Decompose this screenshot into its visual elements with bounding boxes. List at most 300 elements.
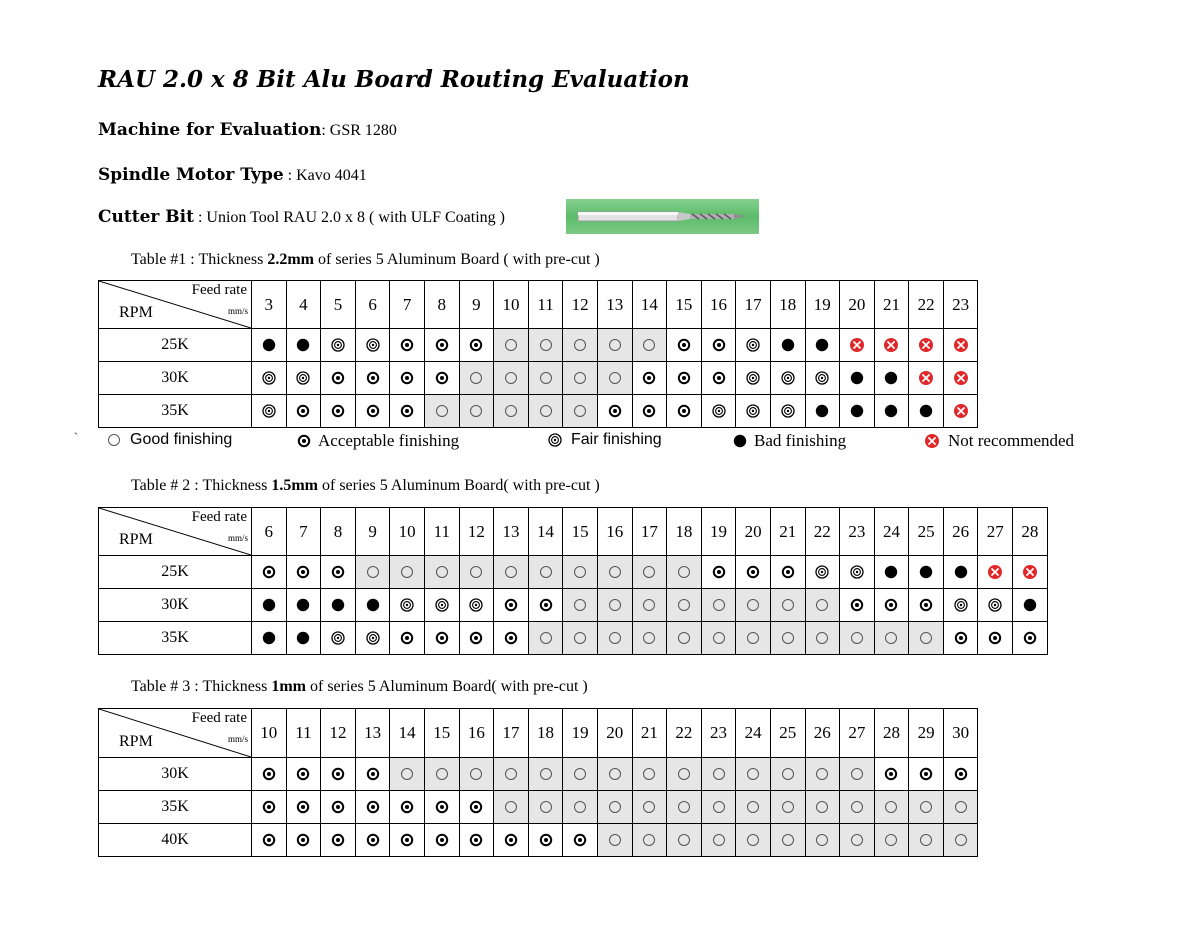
fair-finish-icon	[745, 337, 761, 353]
result-cell	[424, 556, 459, 589]
feed-rate-label: Feed rate	[191, 282, 247, 298]
feed-rate-header: 10	[390, 508, 425, 556]
good-finish-icon	[538, 337, 554, 353]
result-cell	[840, 395, 875, 428]
good-finish-icon	[849, 766, 865, 782]
feed-rate-header: 16	[597, 508, 632, 556]
result-cell	[321, 362, 356, 395]
acceptable-finish-icon	[330, 766, 346, 782]
result-cell	[424, 589, 459, 622]
feed-rate-header: 15	[667, 281, 702, 329]
result-cell	[528, 589, 563, 622]
acceptable-finish-icon	[295, 564, 311, 580]
result-cell	[286, 758, 321, 791]
result-cell	[355, 362, 390, 395]
result-cell	[390, 758, 425, 791]
fair-finish-icon	[711, 403, 727, 419]
good-finish-icon	[503, 799, 519, 815]
result-cell	[252, 791, 287, 824]
result-cell	[459, 758, 494, 791]
good-finish-icon	[780, 832, 796, 848]
result-cell	[909, 791, 944, 824]
result-cell	[563, 395, 598, 428]
result-cell	[390, 622, 425, 655]
good-finish-icon	[641, 766, 657, 782]
feed-rate-header: 12	[563, 281, 598, 329]
feed-rate-header: 28	[874, 709, 909, 758]
result-cell	[459, 791, 494, 824]
bad-finish-icon	[261, 630, 277, 646]
result-cell	[701, 589, 736, 622]
result-cell	[424, 824, 459, 857]
feed-rate-header: 24	[736, 709, 771, 758]
result-cell	[286, 556, 321, 589]
good-finish-icon	[641, 597, 657, 613]
feed-rate-header: 9	[459, 281, 494, 329]
result-cell	[563, 758, 598, 791]
bad-finish-icon	[814, 337, 830, 353]
table-row	[99, 824, 978, 857]
bad-finish-icon	[849, 370, 865, 386]
legend-fair-label: Fair finishing	[571, 431, 662, 448]
feed-rate-header: 21	[632, 709, 667, 758]
good-finish-icon	[814, 597, 830, 613]
result-cell	[770, 395, 805, 428]
good-finish-icon	[572, 337, 588, 353]
result-cell	[874, 791, 909, 824]
bad-finish-icon	[918, 564, 934, 580]
bad-finish-icon	[883, 564, 899, 580]
result-cell	[840, 622, 875, 655]
good-finish-icon	[918, 630, 934, 646]
acceptable-finish-icon	[780, 564, 796, 580]
feed-rate-header: 14	[632, 281, 667, 329]
fair-finish-icon	[330, 337, 346, 353]
acceptable-finish-icon	[434, 630, 450, 646]
result-cell	[528, 758, 563, 791]
table-row	[99, 556, 1048, 589]
good-finish-icon	[953, 799, 969, 815]
table-row	[99, 362, 978, 395]
acceptable-finish-icon	[711, 337, 727, 353]
good-finish-icon	[434, 403, 450, 419]
feed-rate-header: 22	[667, 709, 702, 758]
feed-rate-header: 21	[770, 508, 805, 556]
feed-rate-header: 17	[494, 709, 529, 758]
acceptable-finish-icon	[468, 337, 484, 353]
result-cell	[736, 395, 771, 428]
good-finish-icon	[780, 799, 796, 815]
good-finish-icon	[607, 630, 623, 646]
feed-rate-header: 19	[563, 709, 598, 758]
result-cell	[840, 589, 875, 622]
fair-finish-icon	[849, 564, 865, 580]
result-cell	[840, 556, 875, 589]
feed-rate-header: 8	[321, 508, 356, 556]
feed-rate-header: 12	[459, 508, 494, 556]
result-cell	[736, 329, 771, 362]
cutter-value: : Union Tool RAU 2.0 x 8 ( with ULF Coating )	[193, 209, 505, 226]
bad-finish-icon	[780, 337, 796, 353]
good-finish-icon	[745, 597, 761, 613]
result-cell	[874, 556, 909, 589]
feed-rate-header: 23	[943, 281, 978, 329]
rpm-label: 35K	[99, 395, 252, 428]
result-cell	[874, 362, 909, 395]
result-cell	[459, 362, 494, 395]
corner-cell	[99, 508, 252, 556]
acceptable-finish-icon	[953, 766, 969, 782]
result-cell	[597, 589, 632, 622]
table2-caption	[131, 477, 600, 495]
good-finish-icon	[745, 630, 761, 646]
legend-good	[106, 431, 232, 449]
result-cell	[597, 362, 632, 395]
good-finish-icon	[641, 337, 657, 353]
result-cell	[736, 362, 771, 395]
result-cell	[424, 758, 459, 791]
acceptable-finish-icon	[641, 403, 657, 419]
feed-rate-header: 15	[424, 709, 459, 758]
good-finish-icon	[572, 630, 588, 646]
acceptable-finish-icon	[503, 832, 519, 848]
result-cell	[840, 362, 875, 395]
result-cell	[805, 791, 840, 824]
not-recommended-icon	[987, 564, 1003, 580]
good-finish-icon	[676, 832, 692, 848]
result-cell	[390, 329, 425, 362]
result-cell	[597, 824, 632, 857]
bad-finish-icon	[883, 370, 899, 386]
result-cell	[286, 589, 321, 622]
legend-bad-label: Bad finishing	[754, 431, 847, 450]
result-cell	[494, 362, 529, 395]
result-cell	[805, 589, 840, 622]
caption-thickness: 1.5mm	[271, 477, 318, 494]
result-cell	[632, 329, 667, 362]
acceptable-finish-icon	[711, 370, 727, 386]
good-finish-icon	[711, 630, 727, 646]
table-row	[99, 758, 978, 791]
acceptable-finish-icon	[572, 832, 588, 848]
not-recommended-icon	[1022, 564, 1038, 580]
good-finish-icon	[468, 403, 484, 419]
machine-label: Machine for Evaluation	[98, 120, 322, 140]
good-finish-icon	[641, 832, 657, 848]
result-cell	[597, 791, 632, 824]
good-finish-icon	[434, 766, 450, 782]
not-recommended-icon	[953, 337, 969, 353]
fair-finish-icon	[745, 403, 761, 419]
good-finish-icon	[918, 799, 934, 815]
acceptable-finish-icon	[365, 403, 381, 419]
acceptable-finish-icon	[953, 630, 969, 646]
feed-rate-header: 19	[805, 281, 840, 329]
result-cell	[978, 556, 1013, 589]
result-cell	[909, 362, 944, 395]
result-cell	[770, 589, 805, 622]
good-finish-icon	[780, 597, 796, 613]
acceptable-finish-icon	[330, 403, 346, 419]
acceptable-finish-icon	[399, 630, 415, 646]
result-cell	[632, 395, 667, 428]
result-cell	[770, 556, 805, 589]
result-cell	[563, 556, 598, 589]
bad-finish-icon	[295, 337, 311, 353]
acceptable-finish-icon	[261, 766, 277, 782]
good-finish-icon	[538, 799, 554, 815]
good-finish-icon	[883, 630, 899, 646]
result-cell	[667, 589, 702, 622]
feed-rate-header: 14	[528, 508, 563, 556]
legend-not-recommended-label: Not recommended	[948, 431, 1075, 450]
bad-finish-icon	[849, 403, 865, 419]
result-cell	[252, 556, 287, 589]
result-cell	[252, 362, 287, 395]
result-cell	[528, 622, 563, 655]
feed-rate-header: 23	[701, 709, 736, 758]
result-cell	[321, 758, 356, 791]
result-cell	[943, 824, 978, 857]
acceptable-finish-icon	[918, 597, 934, 613]
result-cell	[424, 362, 459, 395]
fair-finish-icon	[547, 432, 563, 448]
acceptable-finish-icon	[365, 370, 381, 386]
table-row	[99, 395, 978, 428]
caption-thickness: 2.2mm	[267, 251, 314, 268]
good-finish-icon	[780, 630, 796, 646]
bad-finish-icon	[1022, 597, 1038, 613]
good-finish-icon	[607, 799, 623, 815]
good-finish-icon	[538, 630, 554, 646]
result-cell	[632, 362, 667, 395]
result-cell	[770, 362, 805, 395]
acceptable-finish-icon	[987, 630, 1003, 646]
result-cell	[943, 758, 978, 791]
good-finish-icon	[849, 630, 865, 646]
result-cell	[632, 622, 667, 655]
acceptable-finish-icon	[330, 799, 346, 815]
bad-finish-icon	[883, 403, 899, 419]
unit-label: mm/s	[227, 533, 248, 543]
result-cell	[563, 791, 598, 824]
feed-rate-header: 7	[390, 281, 425, 329]
result-cell	[494, 589, 529, 622]
feed-rate-header: 28	[1013, 508, 1048, 556]
acceptable-finish-icon	[399, 799, 415, 815]
result-cell	[943, 395, 978, 428]
acceptable-finish-icon	[538, 597, 554, 613]
result-cell	[252, 824, 287, 857]
feed-rate-header: 30	[943, 709, 978, 758]
acceptable-finish-icon	[883, 766, 899, 782]
result-cell	[563, 824, 598, 857]
good-finish-icon	[399, 564, 415, 580]
good-finish-icon	[711, 832, 727, 848]
rpm-label: RPM	[119, 733, 153, 750]
result-cell	[701, 556, 736, 589]
result-cell	[909, 589, 944, 622]
result-cell	[805, 824, 840, 857]
bad-finish-icon	[953, 564, 969, 580]
result-cell	[321, 824, 356, 857]
result-cell	[528, 824, 563, 857]
feed-rate-header: 9	[355, 508, 390, 556]
result-cell	[840, 758, 875, 791]
feed-rate-header: 19	[701, 508, 736, 556]
result-cell	[667, 758, 702, 791]
result-cell	[494, 758, 529, 791]
good-finish-icon	[607, 597, 623, 613]
result-cell	[1013, 622, 1048, 655]
result-cell	[667, 395, 702, 428]
legend-bad	[732, 431, 846, 451]
result-cell	[424, 329, 459, 362]
legend-not-recommended	[924, 431, 1074, 451]
result-cell	[667, 791, 702, 824]
rpm-label: RPM	[119, 304, 153, 321]
result-cell	[459, 329, 494, 362]
bad-finish-icon	[918, 403, 934, 419]
feed-rate-header: 26	[805, 709, 840, 758]
bad-finish-icon	[295, 597, 311, 613]
result-cell	[667, 362, 702, 395]
rpm-label: 30K	[99, 589, 252, 622]
feed-rate-header: 6	[252, 508, 287, 556]
caption-suffix: of series 5 Aluminum Board( with pre-cut )	[306, 678, 588, 695]
not-recommended-icon	[953, 403, 969, 419]
result-cell	[632, 824, 667, 857]
good-finish-icon	[641, 799, 657, 815]
feed-rate-header: 17	[736, 281, 771, 329]
result-cell	[943, 329, 978, 362]
result-cell	[667, 556, 702, 589]
result-cell	[805, 395, 840, 428]
feed-rate-header: 14	[390, 709, 425, 758]
acceptable-finish-icon	[295, 766, 311, 782]
result-cell	[770, 622, 805, 655]
result-cell	[355, 395, 390, 428]
good-finish-icon	[572, 799, 588, 815]
feed-rate-header: 11	[424, 508, 459, 556]
acceptable-finish-icon	[399, 337, 415, 353]
feed-rate-header: 20	[840, 281, 875, 329]
evaluation-table-3	[98, 708, 978, 857]
feed-rate-header: 4	[286, 281, 321, 329]
unit-label: mm/s	[227, 734, 248, 744]
good-finish-icon	[607, 766, 623, 782]
caption-prefix: Table # 3 : Thickness	[131, 678, 272, 695]
good-finish-icon	[503, 403, 519, 419]
rpm-label: 25K	[99, 329, 252, 362]
feed-rate-header: 20	[597, 709, 632, 758]
result-cell	[286, 622, 321, 655]
feed-rate-header: 6	[355, 281, 390, 329]
feed-rate-header: 16	[701, 281, 736, 329]
spindle-value: : Kavo 4041	[283, 167, 367, 184]
fair-finish-icon	[814, 564, 830, 580]
result-cell	[736, 824, 771, 857]
feed-rate-header: 25	[909, 508, 944, 556]
result-cell	[355, 556, 390, 589]
result-cell	[563, 622, 598, 655]
good-finish-icon	[814, 832, 830, 848]
not-recommended-icon	[849, 337, 865, 353]
feed-rate-header: 18	[770, 281, 805, 329]
good-finish-icon	[503, 370, 519, 386]
result-cell	[321, 791, 356, 824]
result-cell	[943, 556, 978, 589]
table3-caption	[131, 678, 588, 696]
acceptable-finish-icon	[295, 832, 311, 848]
feed-rate-header: 17	[632, 508, 667, 556]
fair-finish-icon	[468, 597, 484, 613]
feed-rate-header: 18	[667, 508, 702, 556]
result-cell	[736, 622, 771, 655]
fair-finish-icon	[330, 630, 346, 646]
cutter-label: Cutter Bit	[98, 207, 194, 227]
result-cell	[390, 791, 425, 824]
acceptable-finish-icon	[883, 597, 899, 613]
table1-caption	[131, 251, 600, 269]
result-cell	[701, 329, 736, 362]
acceptable-finish-icon	[330, 564, 346, 580]
good-finish-icon	[607, 370, 623, 386]
result-cell	[321, 329, 356, 362]
result-cell	[909, 622, 944, 655]
result-cell	[528, 395, 563, 428]
result-cell	[286, 362, 321, 395]
feed-rate-header: 10	[494, 281, 529, 329]
acceptable-finish-icon	[261, 799, 277, 815]
result-cell	[597, 395, 632, 428]
feed-rate-header: 22	[805, 508, 840, 556]
good-finish-icon	[365, 564, 381, 580]
good-finish-icon	[607, 564, 623, 580]
good-finish-icon	[676, 630, 692, 646]
result-cell	[943, 622, 978, 655]
legend-fair	[547, 431, 662, 449]
good-finish-icon	[745, 832, 761, 848]
good-finish-icon	[676, 766, 692, 782]
acceptable-finish-icon	[468, 832, 484, 848]
acceptable-finish-icon	[468, 799, 484, 815]
feed-rate-header: 13	[597, 281, 632, 329]
result-cell	[494, 556, 529, 589]
acceptable-finish-icon	[365, 799, 381, 815]
result-cell	[736, 589, 771, 622]
acceptable-finish-icon	[434, 337, 450, 353]
rpm-label: 30K	[99, 362, 252, 395]
acceptable-finish-icon	[918, 766, 934, 782]
feed-rate-header: 21	[874, 281, 909, 329]
result-cell	[701, 622, 736, 655]
good-finish-icon	[434, 564, 450, 580]
good-finish-icon	[538, 564, 554, 580]
good-finish-icon	[503, 564, 519, 580]
result-cell	[874, 758, 909, 791]
feed-rate-header: 13	[355, 709, 390, 758]
bad-finish-icon	[261, 597, 277, 613]
acceptable-finish-icon	[399, 832, 415, 848]
result-cell	[943, 791, 978, 824]
acceptable-finish-icon	[538, 832, 554, 848]
header-row	[99, 508, 1048, 556]
result-cell	[355, 791, 390, 824]
fair-finish-icon	[399, 597, 415, 613]
feed-rate-header: 22	[909, 281, 944, 329]
corner-cell	[99, 709, 252, 758]
